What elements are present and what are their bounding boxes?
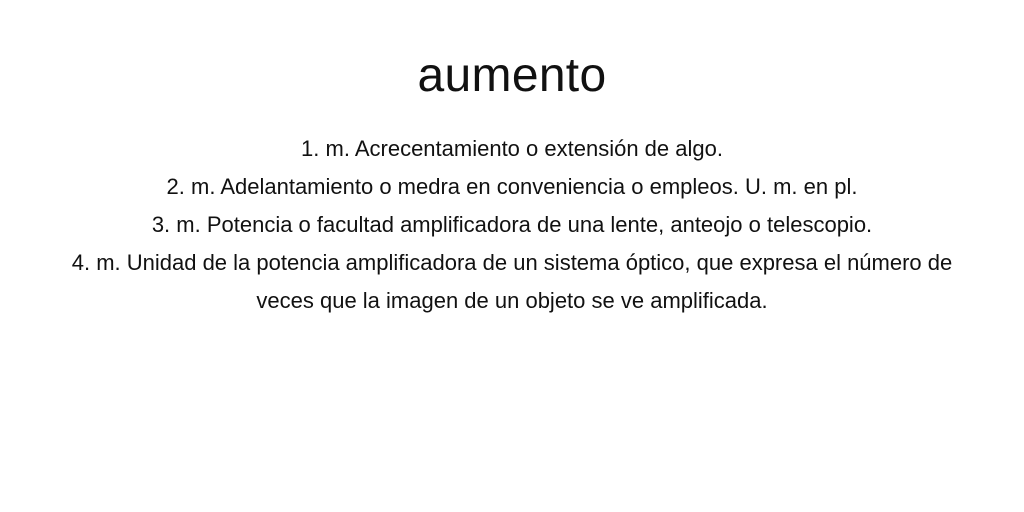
definition-2: 2. m. Adelantamiento o medra en conveniencia o empleos. U. m. en pl.: [166, 174, 858, 199]
definition-3: 3. m. Potencia o facultad amplificadora de una lente, anteojo o telescopio.: [151, 212, 873, 237]
definition-4: 4. m. Unidad de la potencia amplificadora de un sistema óptico, que expresa el número de veces que la imagen de un objeto se ve amplificada.: [71, 250, 953, 313]
definitions-list: [62, 130, 962, 320]
headword: aumento: [417, 49, 607, 102]
definition-1: 1. m. Acrecentamiento o extensión de algo.: [301, 136, 723, 161]
